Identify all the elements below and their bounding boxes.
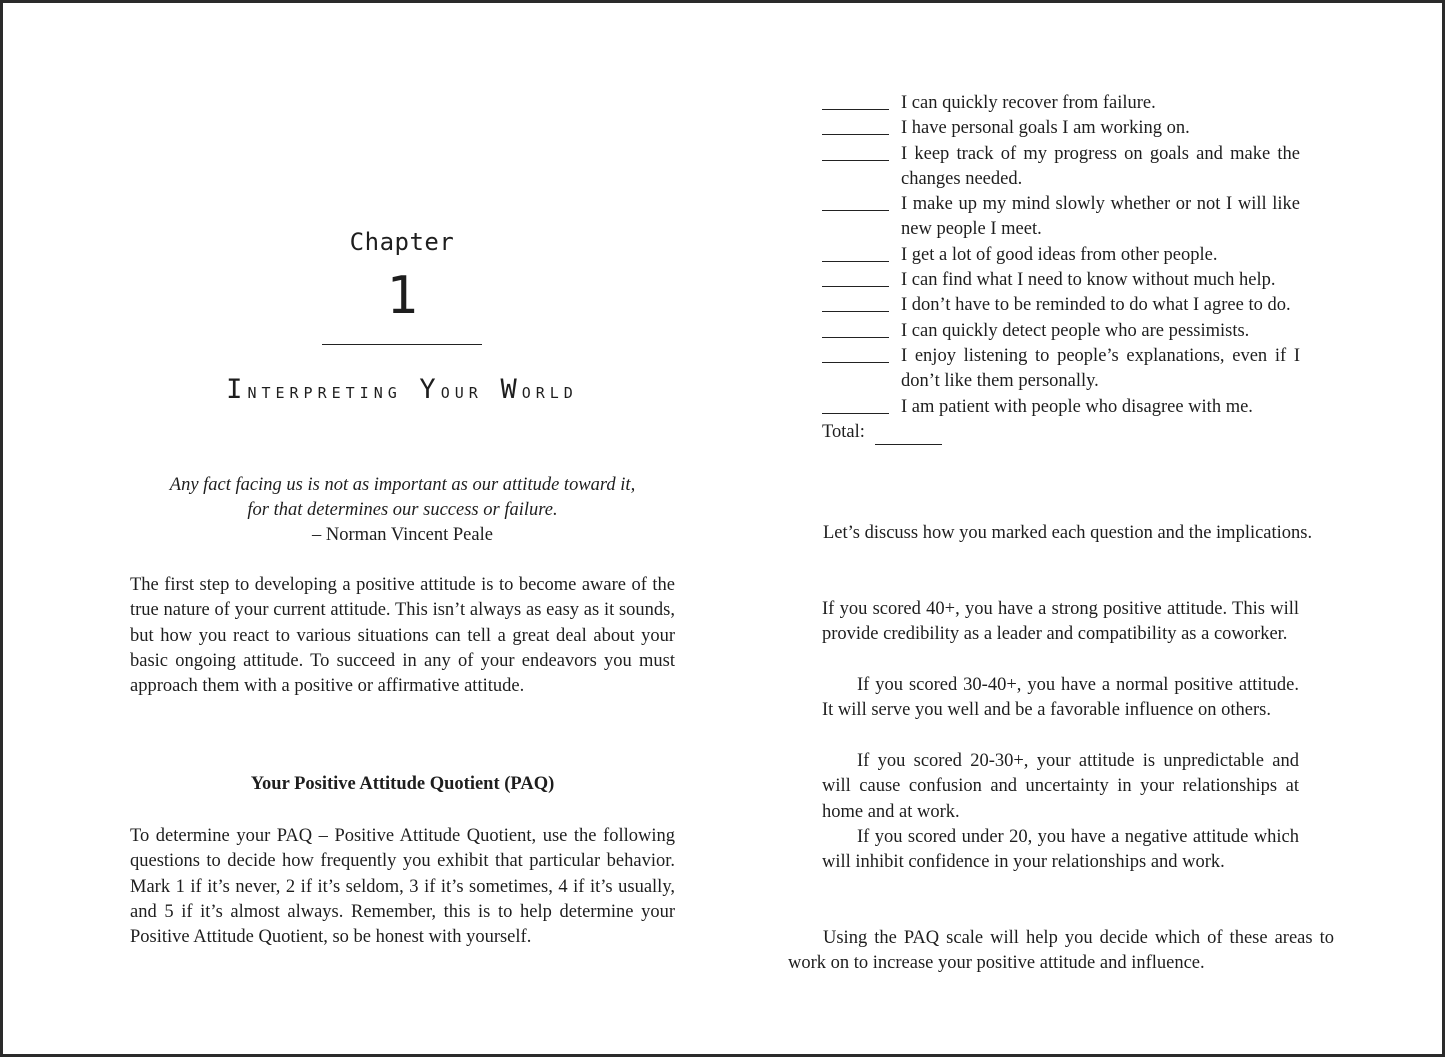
question-text: I don’t have to be reminded to do what I agree to do. xyxy=(901,295,1291,316)
question-text: I can quickly detect people who are pessimists. xyxy=(901,320,1250,341)
questionnaire-item xyxy=(822,192,1300,243)
answer-blank[interactable] xyxy=(822,319,889,338)
question-text: I enjoy listening to people’s explanations, even if I don’t like them personally. xyxy=(901,345,1300,392)
questionnaire-list xyxy=(822,91,1300,445)
intro-paragraph: The first step to developing a positive attitude is to become aware of the true nature of your current attitude. This isn’t always as easy as it sounds, but how you react to various situations can tell a great deal about your basic ongoing attitude. To succeed in any of your endeavors you must approach them with a positive or affirmative attitude. xyxy=(130,575,675,697)
score-20-paragraph: If you scored 20-30+, your attitude is unpredictable and will cause confusion and uncertainty in your relationships at home and at work. xyxy=(822,751,1299,822)
total-label: Total: xyxy=(822,421,865,442)
chapter-title-rest-3: orld xyxy=(521,379,578,403)
answer-blank[interactable] xyxy=(822,293,889,312)
section-heading: Your Positive Attitude Quotient (PAQ) xyxy=(250,774,555,794)
question-text: I have personal goals I am working on. xyxy=(901,118,1190,139)
question-text: I can quickly recover from failure. xyxy=(901,93,1156,113)
chapter-number: 1 xyxy=(386,266,418,326)
questionnaire-item xyxy=(822,91,1300,116)
questionnaire-item xyxy=(822,319,1300,344)
question-text: I can find what I need to know without much help. xyxy=(901,270,1276,291)
answer-blank[interactable] xyxy=(822,91,889,110)
discussion-paragraph: Let’s discuss how you marked each question and the implications. xyxy=(823,523,1313,543)
question-text: I get a lot of good ideas from other people. xyxy=(901,244,1218,265)
epigraph-line: for that determines our success or failure. xyxy=(247,500,558,520)
questionnaire-item xyxy=(822,268,1300,293)
closing-paragraph: Using the PAQ scale will help you decide which of these areas to work on to increase your positive attitude and influence. xyxy=(788,928,1334,974)
questionnaire-item xyxy=(822,243,1300,268)
total-blank[interactable] xyxy=(875,426,942,445)
questionnaire-item xyxy=(822,142,1300,193)
questionnaire-item xyxy=(822,293,1300,318)
chapter-label: Chapter xyxy=(349,228,455,256)
epigraph-line: Any fact facing us is not as important as our attitude toward it, xyxy=(169,475,636,495)
answer-blank[interactable] xyxy=(822,192,889,211)
chapter-title-cap-3: W xyxy=(500,374,522,405)
epigraph-author: – Norman Vincent Peale xyxy=(312,525,493,545)
questionnaire-item xyxy=(822,116,1300,141)
total-row xyxy=(822,420,1300,445)
answer-blank[interactable] xyxy=(822,268,889,287)
questionnaire-item xyxy=(822,344,1300,395)
score-under-20-paragraph: If you scored under 20, you have a negative attitude which will inhibit confidence in your relationships and work. xyxy=(822,827,1299,873)
question-text: I am patient with people who disagree with me. xyxy=(901,396,1253,417)
left-page xyxy=(0,0,722,1057)
answer-blank[interactable] xyxy=(822,116,889,135)
chapter-title-rest-2: our xyxy=(440,379,501,403)
paq-instructions-paragraph: To determine your PAQ – Positive Attitude Quotient, use the following questions to decide how frequently you exhibit that particular behavior. Mark 1 if it’s never, 2 if it’s seldom, 3 if it’s sometimes, 4 if it’s usually, and 5 if it’s almost always. Remember, this is to help determine your Positive Attitude Quotient, so be honest with yourself. xyxy=(130,826,675,948)
chapter-title-cap-2: Y xyxy=(419,374,441,405)
answer-blank[interactable] xyxy=(822,243,889,262)
chapter-title-cap-1: I xyxy=(226,374,248,405)
score-40-paragraph: If you scored 40+, you have a strong positive attitude. This will provide credibility as a leader and compatibility as a coworker. xyxy=(822,599,1299,645)
answer-blank[interactable] xyxy=(822,395,889,414)
questionnaire-item xyxy=(822,395,1300,420)
answer-blank[interactable] xyxy=(822,344,889,363)
question-text: I keep track of my progress on goals and make the changes needed. xyxy=(901,143,1300,189)
chapter-title xyxy=(0,374,804,405)
question-text: I make up my mind slowly whether or not I will like new people I meet. xyxy=(901,194,1300,240)
chapter-title-rest-1: nterpreting xyxy=(247,379,420,403)
score-30-paragraph: If you scored 30-40+, you have a normal positive attitude. It will serve you well and be a favorable influence on others. xyxy=(822,675,1299,721)
epigraph xyxy=(130,473,675,548)
chapter-divider xyxy=(322,344,482,345)
answer-blank[interactable] xyxy=(822,142,889,161)
